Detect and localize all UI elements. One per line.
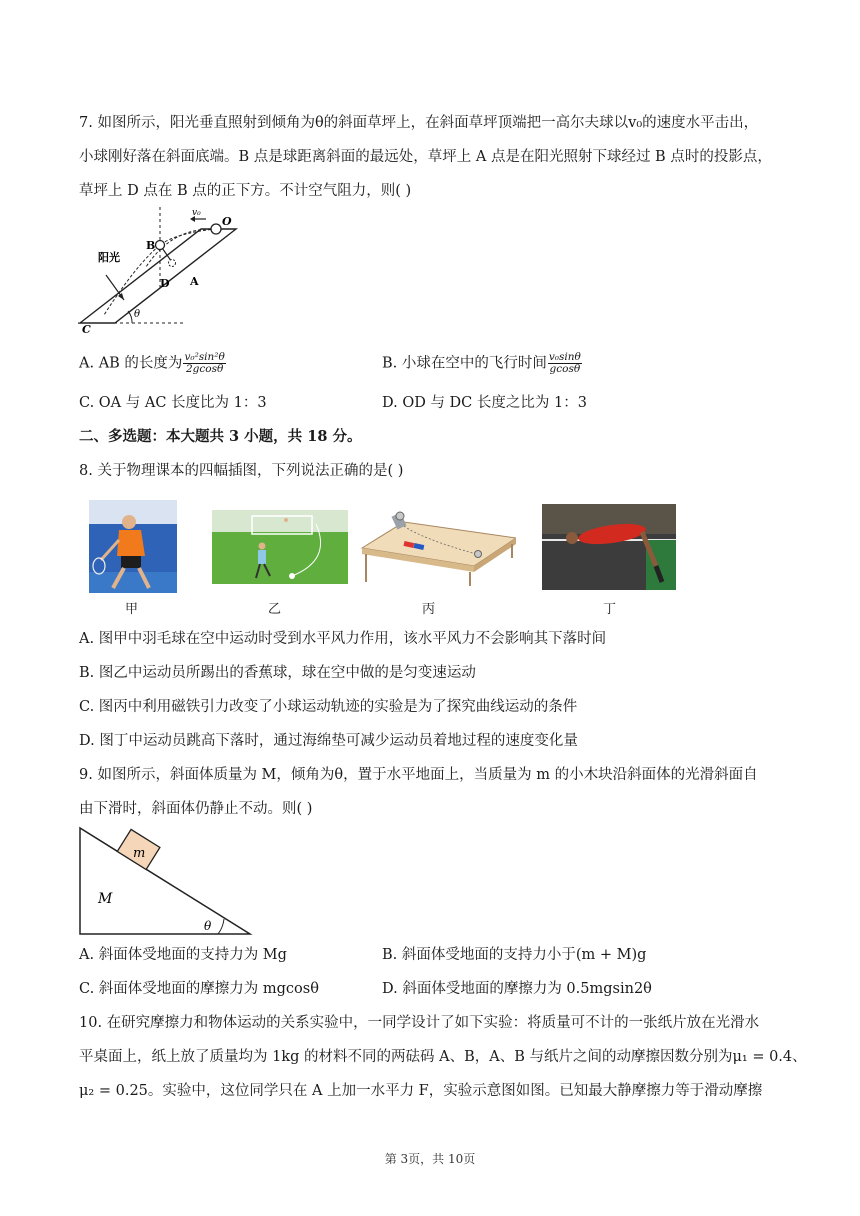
label-v0: v₀ [192, 208, 201, 218]
q9-stem-line2: 由下滑时，斜面体仍静止不动。则( ) [79, 801, 313, 817]
athlete-head [566, 532, 578, 544]
q8-option-b: B. 图乙中运动员所踢出的香蕉球，球在空中做的是匀变速运动 [79, 665, 476, 681]
q7-option-b-text: B. 小球在空中的飞行时间 [382, 355, 547, 372]
q9-incline-figure [78, 826, 254, 938]
q7-option-a-text: A. AB 的长度为 [79, 355, 183, 372]
sky [212, 510, 348, 532]
q7-slope-figure [76, 205, 240, 335]
football-photo [212, 510, 348, 584]
shadow-a [169, 260, 176, 267]
q7-option-a-fraction [183, 352, 225, 375]
kicker-head [259, 543, 266, 550]
caption-jia: 甲 [125, 602, 139, 617]
q10-stem-line1: 10. 在研究摩擦力和物体运动的关系实验中，一同学设计了如下实验：将质量可不计的一张纸片放在光滑水 [79, 1015, 760, 1031]
q7-option-d: D. OD 与 DC 长度之比为 1：3 [382, 395, 587, 411]
ball-o [211, 224, 221, 234]
label-d: D [160, 277, 170, 290]
high-jump-photo [542, 504, 676, 590]
q8-option-a: A. 图甲中羽毛球在空中运动时受到水平风力作用，该水平风力不会影响其下落时间 [79, 631, 607, 647]
frac-numerator: v₀sinθ [548, 351, 581, 363]
q8-option-d: D. 图丁中运动员跳高下落时，通过海绵垫可减少运动员着地过程的速度变化量 [79, 733, 578, 749]
ball-end [475, 551, 482, 558]
q9-option-d: D. 斜面体受地面的摩擦力为 0.5mgsin2θ [382, 981, 652, 997]
q7-option-c: C. OA 与 AC 长度比为 1：3 [79, 395, 267, 411]
q9-option-b: B. 斜面体受地面的支持力小于(m + M)g [382, 947, 647, 963]
ball-b [156, 241, 165, 250]
frac-numerator: v₀²sin²θ [184, 351, 225, 363]
sunlight-arrowhead [118, 293, 124, 300]
section-heading: 二、多选题：本大题共 3 小题，共 18 分。 [79, 428, 362, 445]
q9-option-a: A. 斜面体受地面的支持力为 Mg [79, 947, 287, 963]
q7-stem-line2: 小球刚好落在斜面底端。B 点是球距离斜面的最远处，草坪上 A 点是在阳光照射下球经过 B 点时的投影点， [79, 149, 772, 165]
label-b: B [146, 239, 156, 252]
keeper [284, 518, 288, 522]
label-M: M [98, 891, 113, 907]
table-top [362, 522, 516, 566]
player-shirt [117, 530, 145, 556]
court [89, 572, 177, 593]
caption-bing: 丙 [422, 602, 436, 617]
label-m: m [133, 846, 146, 861]
page-footer: 第 3页，共 10页 [384, 1152, 476, 1166]
label-theta: θ [204, 919, 212, 933]
kicker-body [258, 550, 266, 564]
player-shorts [121, 556, 141, 568]
label-c: C [82, 323, 91, 335]
label-a: A [190, 275, 199, 288]
label-theta: θ [134, 309, 141, 320]
magnet-table-figure [360, 508, 516, 588]
q8-option-c: C. 图丙中利用磁铁引力改变了小球运动轨迹的实验是为了探究曲线运动的条件 [79, 699, 578, 715]
q7-option-b-fraction [548, 352, 582, 375]
badminton-photo [89, 500, 177, 593]
q7-option-a [79, 352, 226, 375]
frac-denominator: gcosθ [549, 363, 581, 375]
player-head [122, 515, 136, 529]
steel-ball [396, 512, 404, 520]
q7-stem-line3: 草坪上 D 点在 B 点的正下方。不计空气阻力，则( ) [79, 183, 412, 199]
q7-option-b [382, 352, 582, 375]
caption-yi: 乙 [268, 602, 282, 617]
caption-ding: 丁 [603, 602, 617, 617]
incline-triangle [80, 828, 250, 934]
q9-option-c: C. 斜面体受地面的摩擦力为 mgcosθ [79, 981, 319, 997]
q10-stem-line2: 平桌面上，纸上放了质量均为 1kg 的材料不同的两砝码 A、B，A、B 与纸片之间的动摩擦因数分别为μ₁ = 0.4、 [79, 1049, 807, 1065]
q9-stem-line1: 9. 如图所示，斜面体质量为 M，倾角为θ，置于水平地面上，当质量为 m 的小木块沿斜面体的光滑斜面自 [79, 767, 758, 783]
label-sunlight: 阳光 [98, 251, 120, 264]
q7-stem-line1: 7. 如图所示，阳光垂直照射到倾角为θ的斜面草坪上，在斜面草坪顶端把一高尔夫球以v₀的速度水平击出， [79, 115, 759, 131]
q10-stem-line3: μ₂ = 0.25。实验中，这位同学只在 A 上加一水平力 F，实验示意图如图。已知最大静摩擦力等于滑动摩擦 [79, 1083, 763, 1099]
ball [289, 573, 295, 579]
label-o: O [222, 215, 232, 228]
q8-stem: 8. 关于物理课本的四幅插图，下列说法正确的是( ) [79, 463, 404, 479]
frac-denominator: 2gcosθ [185, 363, 224, 375]
